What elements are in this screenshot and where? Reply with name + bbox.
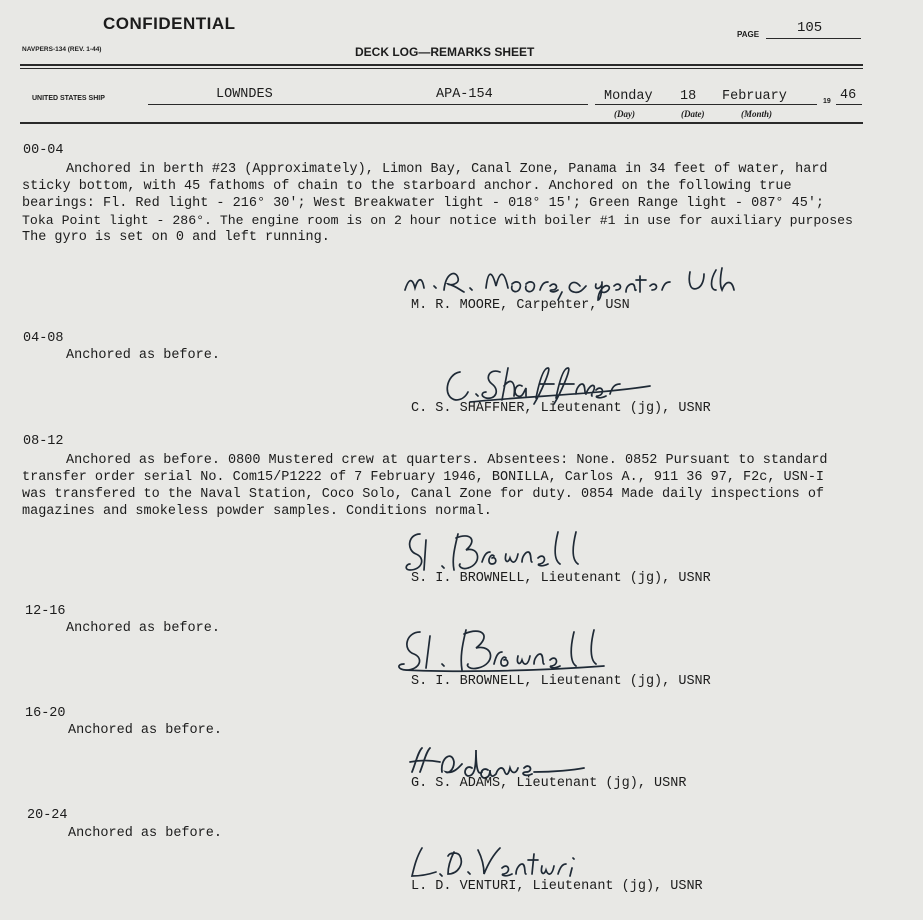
- watch-period-20-24: 20-24: [27, 808, 68, 823]
- watch-remark-line: Anchored as before.: [68, 723, 222, 738]
- log-date: 18: [680, 89, 697, 104]
- watch-period-16-20: 16-20: [25, 706, 66, 721]
- month-caption: (Month): [741, 109, 773, 119]
- page-number-line: [766, 38, 861, 39]
- date-line: [595, 104, 817, 105]
- typed-signature: S. I. BROWNELL, Lieutenant (jg), USNR: [411, 674, 711, 689]
- watch-remark-line: was transfered to the Naval Station, Coco Solo, Canal Zone for duty. 0854 Made daily inspections of: [22, 487, 825, 502]
- page-number: 105: [797, 20, 823, 36]
- watch-remark-line: Anchored as before.: [66, 621, 220, 636]
- log-month: February: [722, 89, 787, 104]
- watch-remark-line: transfer order serial No. Com15/P1222 of 7 February 1946, BONILLA, Carlos A., 911 36 97, F2c, USN-I: [22, 470, 825, 485]
- watch-period-08-12: 08-12: [23, 434, 64, 449]
- hull-number: APA-154: [436, 87, 493, 102]
- form-title: DECK LOG—REMARKS SHEET: [355, 45, 535, 59]
- page-label: PAGE: [737, 30, 760, 39]
- classification-label: CONFIDENTIAL: [103, 14, 236, 33]
- header-rule-bottom: [20, 122, 863, 124]
- ship-line: [148, 104, 588, 105]
- watch-remark-line: Anchored as before.: [66, 348, 220, 363]
- watch-remark-line: Toka Point light - 286°. The engine room is on 2 hour notice with boiler #1 in use for auxiliary purposes: [22, 213, 853, 228]
- watch-remark-line: sticky bottom, with 45 fathoms of chain to the starboard anchor. Anchored on the following true: [22, 179, 792, 194]
- watch-remark-line: Anchored as before. 0800 Mustered crew at quarters. Absentees: None. 0852 Pursuant to standard: [66, 453, 828, 468]
- ship-name: LOWNDES: [216, 87, 273, 102]
- day-caption: (Day): [614, 109, 635, 119]
- watch-period-12-16: 12-16: [25, 604, 66, 619]
- watch-remark-line: Anchored as before.: [68, 826, 222, 841]
- year-line: [836, 104, 862, 105]
- watch-period-04-08: 04-08: [23, 331, 64, 346]
- typed-signature: L. D. VENTURI, Lieutenant (jg), USNR: [411, 879, 703, 894]
- typed-signature: M. R. MOORE, Carpenter, USN: [411, 298, 630, 313]
- ship-label: UNITED STATES SHIP: [32, 95, 105, 102]
- typed-signature: G. S. ADAMS, Lieutenant (jg), USNR: [411, 776, 687, 791]
- typed-signature: S. I. BROWNELL, Lieutenant (jg), USNR: [411, 571, 711, 586]
- watch-period-00-04: 00-04: [23, 143, 64, 158]
- watch-remark-line: bearings: Fl. Red light - 216° 30'; West Breakwater light - 018° 15'; Green Range light - 087° 45';: [22, 196, 825, 211]
- form-id: NAVPERS-134 (REV. 1-44): [22, 46, 102, 53]
- year-suffix: 46: [840, 88, 857, 103]
- watch-remark-line: Anchored in berth #23 (Approximately), Limon Bay, Canal Zone, Panama in 34 feet of water, hard: [66, 162, 828, 177]
- log-day: Monday: [604, 89, 653, 104]
- header-rule-top: [20, 64, 863, 66]
- date-caption: (Date): [681, 109, 705, 119]
- year-prefix: 19: [823, 98, 831, 105]
- watch-remark-line: The gyro is set on 0 and left running.: [22, 230, 330, 245]
- typed-signature: C. S. SHAFFNER, Lieutenant (jg), USNR: [411, 401, 711, 416]
- watch-remark-line: magazines and smokeless powder samples. Conditions normal.: [22, 504, 492, 519]
- header-rule-top-2: [20, 68, 863, 69]
